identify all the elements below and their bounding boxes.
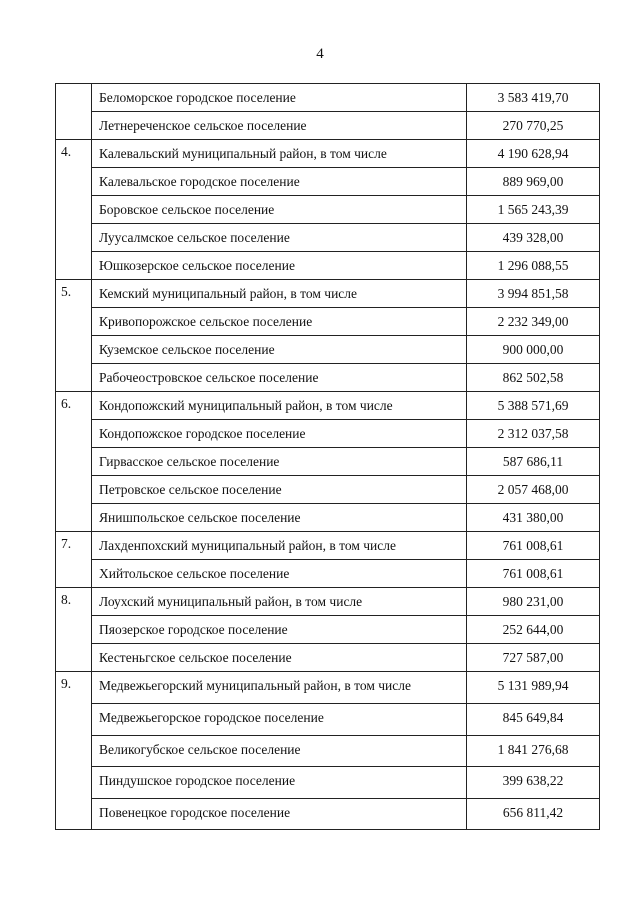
amount-cell: 270 770,25: [467, 112, 600, 140]
table-row: [56, 140, 600, 168]
table-row: [56, 560, 600, 588]
table-row: [56, 616, 600, 644]
table-row: [56, 364, 600, 392]
table-row: [56, 672, 600, 704]
amount-cell: 2 057 468,00: [467, 476, 600, 504]
amount-cell: 845 649,84: [467, 704, 600, 736]
amount-cell: 2 232 349,00: [467, 308, 600, 336]
settlement-name: Гирвасское сельское поселение: [92, 448, 467, 476]
table-row: [56, 280, 600, 308]
settlement-name: Куземское сельское поселение: [92, 336, 467, 364]
district-name: Лоухский муниципальный район, в том числе: [92, 588, 467, 616]
settlement-name: Кондопожское городское поселение: [92, 420, 467, 448]
settlement-name: Пиндушское городское поселение: [92, 767, 467, 799]
table-row: [56, 704, 600, 736]
amount-cell: 3 994 851,58: [467, 280, 600, 308]
table-row: [56, 799, 600, 830]
table-row: [56, 196, 600, 224]
district-name: Кемский муниципальный район, в том числе: [92, 280, 467, 308]
district-name: Кондопожский муниципальный район, в том числе: [92, 392, 467, 420]
amount-cell: 587 686,11: [467, 448, 600, 476]
row-number-cell: 8.: [56, 588, 92, 672]
amount-cell: 889 969,00: [467, 168, 600, 196]
settlement-name: Кривопорожское сельское поселение: [92, 308, 467, 336]
settlement-name: Великогубское сельское поселение: [92, 736, 467, 767]
table-row: [56, 420, 600, 448]
budget-table: [55, 83, 600, 830]
settlement-name: Луусалмское сельское поселение: [92, 224, 467, 252]
settlement-name: Кестеньгское сельское поселение: [92, 644, 467, 672]
settlement-name: Петровское сельское поселение: [92, 476, 467, 504]
table-row: [56, 168, 600, 196]
amount-cell: 431 380,00: [467, 504, 600, 532]
amount-cell: 439 328,00: [467, 224, 600, 252]
amount-cell: 2 312 037,58: [467, 420, 600, 448]
settlement-name: Янишпольское сельское поселение: [92, 504, 467, 532]
row-number-cell: 6.: [56, 392, 92, 532]
row-number-cell: [56, 84, 92, 140]
amount-cell: 980 231,00: [467, 588, 600, 616]
table-row: [56, 84, 600, 112]
amount-cell: 252 644,00: [467, 616, 600, 644]
amount-cell: 1 565 243,39: [467, 196, 600, 224]
amount-cell: 900 000,00: [467, 336, 600, 364]
amount-cell: 656 811,42: [467, 799, 600, 830]
amount-cell: 727 587,00: [467, 644, 600, 672]
row-number-cell: 4.: [56, 140, 92, 280]
settlement-name: Повенецкое городское поселение: [92, 799, 467, 830]
row-number-cell: 7.: [56, 532, 92, 588]
settlement-name: Пяозерское городское поселение: [92, 616, 467, 644]
table-row: [56, 448, 600, 476]
table-row: [56, 767, 600, 799]
row-number-cell: 9.: [56, 672, 92, 830]
district-name: Калевальский муниципальный район, в том числе: [92, 140, 467, 168]
settlement-name: Летнереченское сельское поселение: [92, 112, 467, 140]
settlement-name: Хийтольское сельское поселение: [92, 560, 467, 588]
table-row: [56, 336, 600, 364]
row-number-cell: 5.: [56, 280, 92, 392]
settlement-name: Калевальское городское поселение: [92, 168, 467, 196]
table-row: [56, 736, 600, 767]
district-name: Лахденпохский муниципальный район, в том числе: [92, 532, 467, 560]
amount-cell: 761 008,61: [467, 532, 600, 560]
amount-cell: 1 841 276,68: [467, 736, 600, 767]
amount-cell: 761 008,61: [467, 560, 600, 588]
table-row: [56, 532, 600, 560]
amount-cell: 862 502,58: [467, 364, 600, 392]
table-row: [56, 392, 600, 420]
settlement-name: Рабочеостровское сельское поселение: [92, 364, 467, 392]
table-row: [56, 476, 600, 504]
amount-cell: 3 583 419,70: [467, 84, 600, 112]
settlement-name: Медвежьегорское городское поселение: [92, 704, 467, 736]
amount-cell: 5 388 571,69: [467, 392, 600, 420]
table-row: [56, 588, 600, 616]
district-name: Медвежьегорский муниципальный район, в том числе: [92, 672, 467, 704]
amount-cell: 399 638,22: [467, 767, 600, 799]
settlement-name: Боровское сельское поселение: [92, 196, 467, 224]
settlement-name: Юшкозерское сельское поселение: [92, 252, 467, 280]
page-number: 4: [316, 46, 324, 62]
amount-cell: 5 131 989,94: [467, 672, 600, 704]
amount-cell: 4 190 628,94: [467, 140, 600, 168]
settlement-name: Беломорское городское поселение: [92, 84, 467, 112]
table-row: [56, 308, 600, 336]
table-row: [56, 644, 600, 672]
table-row: [56, 252, 600, 280]
amount-cell: 1 296 088,55: [467, 252, 600, 280]
table-row: [56, 504, 600, 532]
table-row: [56, 224, 600, 252]
table-row: [56, 112, 600, 140]
